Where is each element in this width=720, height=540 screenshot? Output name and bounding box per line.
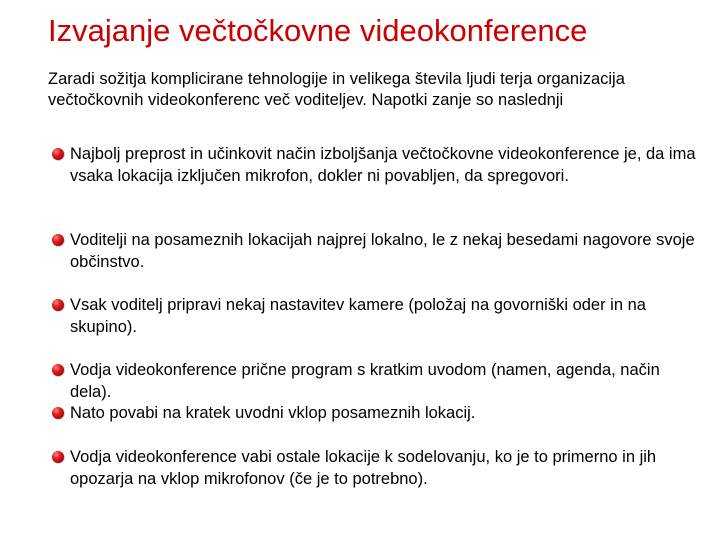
bullet-text: Nato povabi na kratek uvodni vklop posameznih lokacij. (70, 404, 476, 422)
bullet-dot-icon (52, 234, 64, 246)
bullet-text: Vsak voditelj pripravi nekaj nastavitev kamere (položaj na govorniški oder in na skupino). (70, 296, 646, 336)
slide-title: Izvajanje večtočkovne videokonference (48, 13, 588, 48)
intro-paragraph: Zaradi sožitja komplicirane tehnologije in velikega števila ljudi terja organizacija večtočkovnih videokonferenc več voditeljev. Napotki zanje so naslednji (48, 70, 625, 109)
bullet-item (52, 359, 702, 403)
bullet-text: Voditelji na posameznih lokacijah najprej lokalno, le z nekaj besedami nagovore svoje občinstvo. (70, 231, 695, 271)
bullet-item (52, 229, 702, 273)
bullet-dot-icon (52, 451, 64, 463)
bullet-text: Vodja videokonference prične program s kratkim uvodom (namen, agenda, način dela). (70, 361, 660, 401)
bullet-dot-icon (52, 299, 64, 311)
bullet-item (52, 446, 702, 490)
bullet-dot-icon (52, 364, 64, 376)
bullet-dot-icon (52, 407, 64, 419)
bullet-text: Najbolj preprost in učinkovit način izboljšanja večtočkovne videokonference je, da ima vsaka lokacija izključen mikrofon, dokler ni povabljen, da spregovori. (70, 145, 696, 185)
bullet-item (52, 402, 702, 424)
bullet-item (52, 143, 702, 187)
bullet-text: Vodja videokonference vabi ostale lokacije k sodelovanju, ko je to primerno in jih opozarja na vklop mikrofonov (če je to potrebno). (70, 448, 657, 488)
bullet-item (52, 294, 702, 338)
bullet-dot-icon (52, 148, 64, 160)
